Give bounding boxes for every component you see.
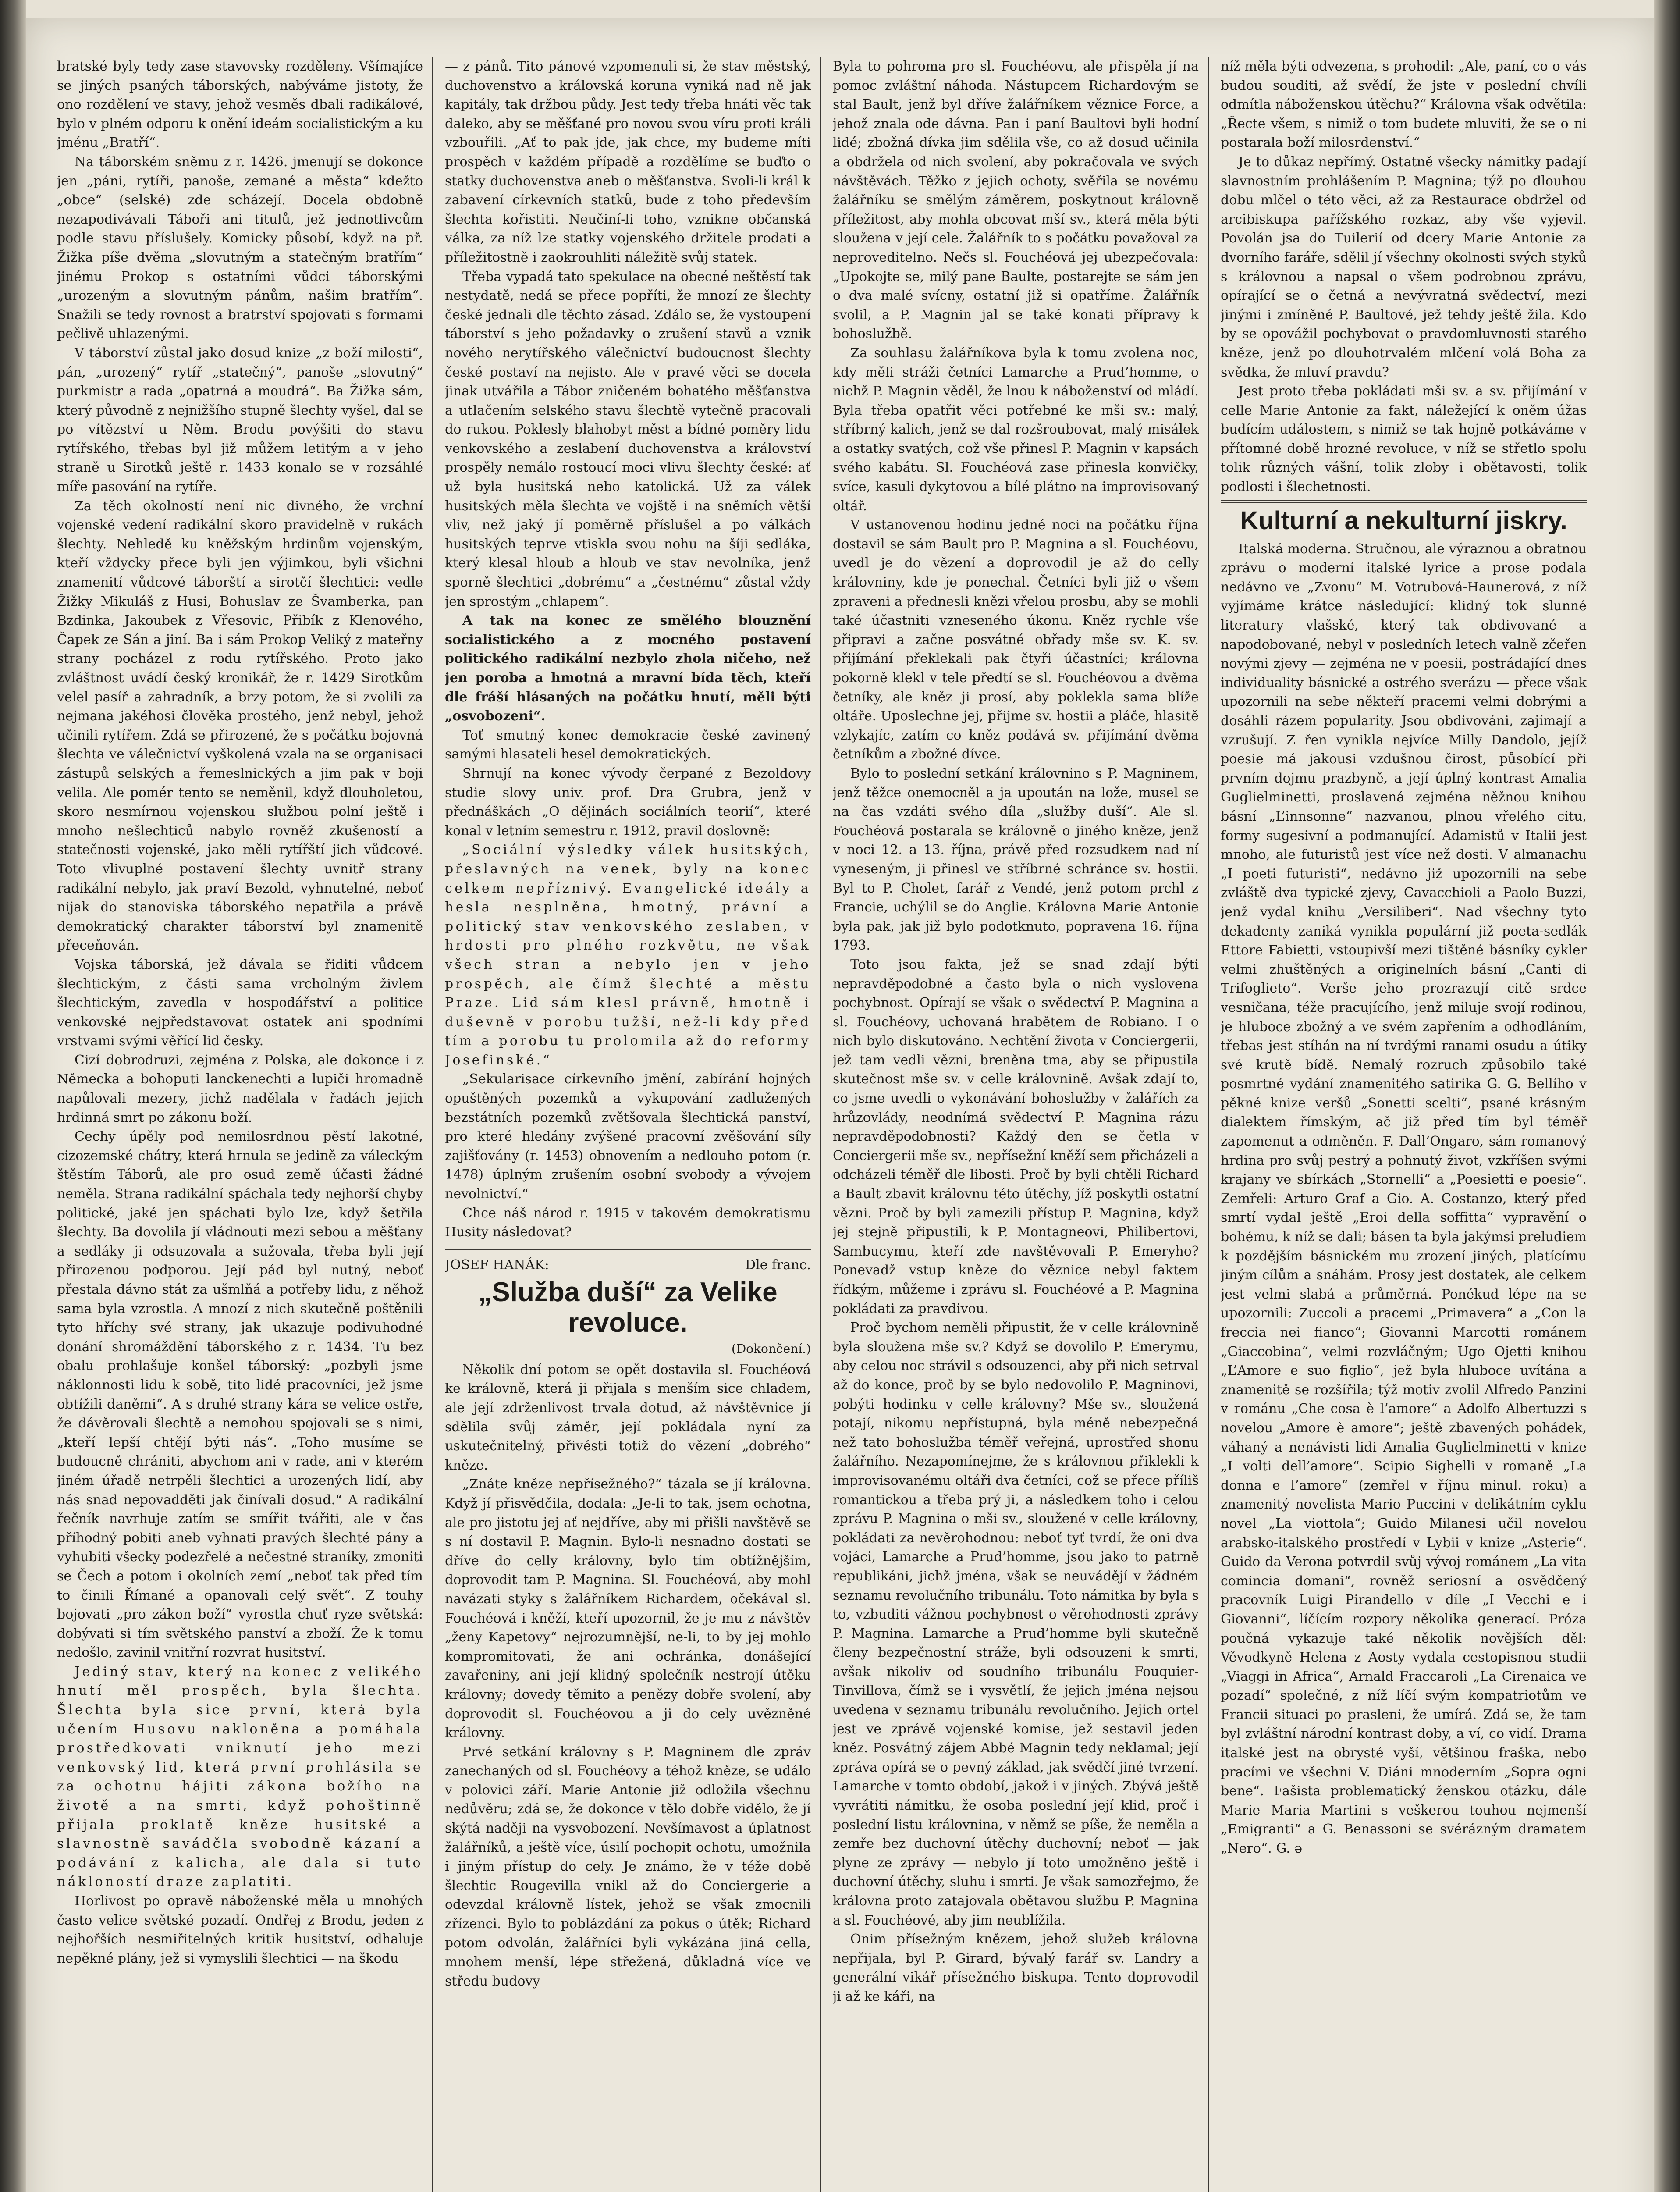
author-name: JOSEF HANÁK: xyxy=(445,1257,549,1273)
section-divider xyxy=(1221,500,1587,503)
section-title: Kulturní a nekulturní jiskry. xyxy=(1240,506,1567,535)
column-3 xyxy=(833,57,1199,2192)
paragraph: Toto jsou fakta, jež se snad zdají býti nepravděpodobné a často byla o nich vyslovena pochybnost. Opírají se však o svědectví P. Magnina a sl. Fouchéovy, uchovaná hrabětem de Robiano. I o nich bylo diskutováno. Nechtění života v Conciergerii, jež tam vedli vězni, breněna tma, aby se připustila skutečnost mše sv. v celle královnině. Avšak zdají to, co jsme uvedli o vykonávání bohoslužby v žalářích za hrůzovlády, neodnímá svědectví P. Magnina rázu nepravděpodobnosti? Každý den se četla v Conciergerii mše sv., nepřísežní kněží sem přicházeli a odcházeli téměř dle libosti. Proč by byli chtěli Richard a Bault zbavit královnu této útěchy, jíž poskytli ostatní vězni. Proč by byli zamezili přístup P. Magnina, když jej stejně připustili, k P. Montagneovi, Philibertovi, Sambucymu, kteří zde navštěvovali P. Emeryho? Ponevadž vstup kněze do věznice nebyl faktem řídkým, můžeme i zprávu sl. Fouchéové a P. Magnina pokládati za pravdivou. xyxy=(833,957,1199,1317)
paragraph: Cizí dobrodruzi, zejména z Polska, ale dokonce i z Německa a bohoputi lanckenechti a lupiči hromadně napůlovali mezery, jichž nadělala v řadách jejich hrdinná smrt po zákonu boží. xyxy=(57,1052,423,1125)
source-note: Dle franc. xyxy=(745,1257,811,1273)
paragraph: Prvé setkání královny s P. Magninem dle zpráv zanechaných od sl. Fouchéovy a téhož kněze, se událo v polovici září. Marie Antonie již odložila všechnu nedůvěru; zdá se, že dokonce v tělo dobře vidělo, že jí skýtá naději na vysvobození. Nevšímavost a úplatnost žalářníků, a ještě více, úsilí pochopit ochotu, umožnila i jiným přístup do cely. Je známo, že v téže době šlechtic Rougevilla vnikl až do Conciergerie a odevzdal královně lístek, jehož se však zmocnili zřízenci. Bylo to poblázdání za pokus o útěk; Richard potom odvolán, žalářníci byli vykázána jiná cella, mnohem menší, lépe střežená, důkladná více ve středu budovy xyxy=(445,1744,811,1989)
column-rule xyxy=(1208,57,1209,2192)
scan-edge-left xyxy=(0,0,26,2192)
paragraph: Toť smutný konec demokracie české zavinený samými hlasateli hesel demokratických. xyxy=(445,727,811,762)
paragraph: níž měla býti odvezena, s prohodil: „Ale, paní, co o vás budou souditi, až svědí, že jste v poslední chvíli odmítla náboženskou útěchu?“ Královna však odvětila: „Řecte všem, s nimiž o tom budete mluviti, že se o ni postarala boží milosrdenství.“ xyxy=(1221,59,1587,151)
paragraph: Za těch okolností není nic divného, že vrchní vojenské vedení radikální skoro pravidelně v rukách šlechty. Nehledě ku kněžským hrdinům vojenským, kteří vždycky přece byli jen výjimkou, byli všichni znamenití vůdcové táborští a sirotčí šlechtici: vedle Žižky Mikuláš z Husi, Bohuslav ze Švamberka, pan Bzdinka, Jakoubek z Vřesovic, Přibík z Klenového, Čapek ze Sán a jiní. Ba i sám Prokop Veliký z mateřny strany pocházel z rodu rytířského. Proto jako zvláštnost uvádí český kronikář, že r. 1429 Sirotkům velel pasíř a zahradník, a brzy potom, že si zvolili za nejmana jakéhosi člověka prostého, jenž nebyl, jehož učinili rytířem. Zdá se přirozené, že s počátku bojovná šlechta ve válečnictví vyškolená vzala na se organisaci zástupů selských a řemeslnických a jim pak v boji velila. Ale pomér tento se neměnil, když dlouholetou, skoro nesmírnou vojenskou službou polní ještě i mnoho nešlechticů nabylo rovněž zkušeností a statečnosti vojenské, jako měli rytířští jich vůdcové. Toto vlivuplné postavení šlechty uvnitř strany radikální nebylo, jak praví Bezold, vyhnutelné, neboť nijak do stanoviska táborského nepatřila a právě demokratický charakter táborství byl znamenitě přeceňován. xyxy=(57,498,423,954)
paragraph: Horlivost po opravě náboženské měla u mnohých často velice světské pozadí. Ondřej z Brodu, jeden z nejhořších nesmiřitelných kritik husitství, odhaluje nepěkné plány, jež si vymyslili šlechtici — na škodu xyxy=(57,1893,423,1966)
paragraph: Několik dní potom se opět dostavila sl. Fouchéová ke královně, která ji přijala s menším sice chladem, ale její zdrženlivost trvala dotud, až návštěvnice jí sdělila svůj záměr, její pokládala nyní za uskutečnitelný, přivésti totiž do vězení „dobrého“ kněze. xyxy=(445,1362,811,1473)
paragraph: Jest proto třeba pokládati mši sv. a sv. přijímání v celle Marie Antonie za fakt, náležející k oněm úžas budícím událostem, s nimiž se tak hojně potkáváme v přítomné době hrozné revoluce, v níž se střetlo spolu tolik různých vášní, tolik zloby i obětavosti, tolik podlosti i šlechetnosti. xyxy=(1221,384,1587,495)
column-rule xyxy=(432,57,433,2192)
scan-edge-right xyxy=(1654,0,1680,2192)
article-byline xyxy=(445,1256,811,1274)
article-title: „Služba duší“ za Velike revoluce. xyxy=(478,1277,778,1338)
paragraph: Třeba vypadá tato spekulace na obecné neštěstí tak nestydatě, nedá se přece popříti, že mnozí ze šlechty české jednali dle těchto zásad. Zdálo se, že vystoupení táborství s jeho požadavky o zrušení stavů a vznik nového nerytířského válečnictví budoucnost šlechty české postaví na nejisto. Ale v pravé věci se docela jinak utvářila a Tábor zničeném bohatého měšťanstva a utlačením selského stavu šlechtě vytečně pracovali do rukou. Poklesly blahobyt měst a bídné poměry lidu venkovského a zeslabení duchovenstva a království prospěly nemálo rostoucí moci vlivu šlechty české: ať už byla husitská nebo katolická. Už za válek husitských měla šlechta ve vojště i na sněmích větší vliv, než jaký jí poměrně příslušel a po válkách husitských teprve vtiskla svou nohu na šíji sedláka, který klesal hloub a hloub ve stav nevolníka, jenž sporně šlechtici „dobrému“ a „čestnému“ zůstal vždy jen sprostým „chlapem“. xyxy=(445,269,811,609)
paragraph: V ustanovenou hodinu jedné noci na počátku října dostavil se sám Bault pro P. Magnina a sl. Fouchéovu, uvedl je do vězení a doprovodil je až do celly královniny, kde je ponechal. Četníci byli již o všem zpraveni a přednesli knězi vřelou prosbu, aby se mohli také účastniti vzneseného úkonu. Kněz rychle vše připravi a začne posvátné obřady mše sv. K. sv. přijímání překlekali pak čtyři účastníci; královna pokorně klekl v tele předtí se sl. Fouchéovou a dvěma četníky, ale kněz ji prosí, aby poklekla sama blíže oltáře. Uposlechne jej, přijme sv. hostii a pláče, hlasitě vzlykajíc, zatím co kněz podává sv. přijímání dvěma četníkům a zbožné dívce. xyxy=(833,517,1199,762)
bold-paragraph xyxy=(445,611,811,726)
paragraph: V táborství zůstal jako dosud knize „z boží milosti“, pán, „urozený“ rytíř „statečný“, panoše „slovutný“ purkmistr a rada „opatrná a moudrá“. Ba Žižka sám, který původně z nejnižšího stupně šlechty vyšel, dal se po vítězství u Něm. Brodu povýšiti do stavu rytířského, třebas byl již můžem letitým a v jeho straně u Sirotků ještě r. 1433 konalo se v rozsáhlé míře pasování na rytíře. xyxy=(57,345,423,495)
paragraph: Bylo to poslední setkání královnino s P. Magninem, jenž těžce onemocněl a ja upoután na lože, musel se na čas vzdáti svého díla „služby duší“. Ale sl. Fouchéová postarala se královně o jiného kněze, jenž v noci 12. a 13. října, právě před rozsudkem nad ní vyneseným, ji přinesl ve stříbrné schránce sv. hostii. Byl to P. Cholet, farář z Vendé, jenž potom prchl z Francie, uchýlil se do Anglie. Královna Marie Antonie byla pak, jak již bylo podotknuto, popravena 16. října 1793. xyxy=(833,765,1199,954)
paragraph: Shrnují na konec vývody čerpané z Bezoldovy studie slovy univ. prof. Dra Grubra, jenž v přednáškách „O dějinách sociálních teorií“, které konal v letním semestru r. 1912, pravil doslovně: xyxy=(445,765,811,839)
paragraph: Jediný stav, který na konec z velikého hnutí měl prospěch, byla šlechta. Šlechta byla sice první, která byla učením Husovu nakloněna a pomáhala prostředkovati vniknutí jeho mezi venkovský lid, která první prohlásila se za ochotnu hájiti zákona božího na životě a na smrti, když pohoštinně přijala proklatě kněze husitské a slavnostně savádčla svobodně kázaní a podávání z kalicha, ale dala si tuto nákloností draze zaplatiti. xyxy=(57,1664,423,1890)
paragraph: Za souhlasu žalářníkova byla k tomu zvolena noc, kdy měli stráži četníci Lamarche a Prud’homme, o nichž P. Magnin věděl, že lnou k náboženství od mládí. Byla třeba opatřit věci potřebné ke mši sv.: malý, stříbrný kalich, jenž se dal rozšroubovat, malý misálek a ostatky svatých, což vše přinesl P. Magnin v kapsách svého kabátu. Sl. Fouchéová zase přinesla konvičky, svíce, kasuli dykytovou a bílé plátno na improvisovaný oltář. xyxy=(833,345,1199,514)
paragraph: „Znáte kněze nepřísežného?“ tázala se jí královna. Když jí přisvědčila, dodala: „Je-li to tak, jsem ochotna, ale pro jistotu jej ať nejdříve, aby mi přišli navštěvě se s ní dostavil P. Magnin. Bylo-li nesnadno dostati se dříve do celly královny, bylo tím obtížnějším, doprovodit tam P. Magnina. Sl. Fouchéová, aby mohl navázati styky s žalářníkem Richardem, očekával sl. Fouchéová i kněží, kteří upozornil, že je mu z návštěv „ženy Kapetovy“ nejrozumnější, ne-li, to by jej mohlo kompromitovati, že ani ochránka, donášející zavařeniny, ani její klidný společník nestrojí útěku královny; dovedy těmito a penězy dobře svolení, aby doprovodit sl. Fouchéovou a ji do cely uvězněné královny. xyxy=(445,1477,811,1741)
paragraph: Na táborském sněmu z r. 1426. jmenují se dokonce jen „páni, rytíři, panoše, zemané a města“ kdežto „obce“ (selské) zde scházejí. Docela obdobně nezapodivávali Táboři ani titulů, jež jednotlivcům podle stavu příslušely. Komicky působí, když na př. Žižka píše dvěma „slovutným a statečným bratřím“ jinému Prokop s ostatními vůdci táborskými „urozeným a slovutným pánům, našim bratřím“. Snažili se tedy rovnost a bratrství spojovati s formami pečlivě uhlazenými. xyxy=(57,154,423,342)
paragraph: Je to důkaz nepřímý. Ostatně všecky námitky padají slavnostním prohlášením P. Magnina; týž po dlouhou dobu mlčel o této věci, až za Restaurace obdržel od arcibiskupa pařížského rozkaz, aby vše vyjevil. Povolán jsa do Tuilerií od dcery Marie Antonie za dvorního faráře, sdělil jí všechny okolnosti svých styků s královnou a napsal o všem podrobnou zprávu, opírající se o četná a nevývratná svědectví, mezi jinými i zmíněné P. Baultové, jež tehdy ještě žila. Kdo by se opovážil pochybovat o pravdomluvnosti starého kněze, jenž po dlouhotrvalém mlčení volá Boha za svědka, že mluví pravdu? xyxy=(1221,154,1587,380)
quote-paragraph: „Sekularisace církevního jmění, zabírání hojných opuštěných pozemků a vykupování zadlužených bezstátních pozemků zvětšovala šlechtická panství, pro které hledány zvýšené pracovní zvěšování síly zajišťovány (r. 1453) obnovením a nedlouho potom (r. 1478) úplným zrušením osobní svobody a vývojem nevolnictví.“ xyxy=(445,1071,811,1202)
column-rule xyxy=(820,57,821,2192)
paragraph: Chce náš národ r. 1915 v takovém demokratismu Husity následovat? xyxy=(445,1205,811,1240)
continuation-note: (Dokončení.) xyxy=(731,1341,811,1356)
quote-paragraph: „Sociální výsledky válek husitských, přeslavných na venek, byly na konec celkem nepříznivý. Evangelické ideály a hesla nesplněna, hmotný, právní a politický stav venkovského zeslaben, v hrdosti pro plného rozkvětu, ne však všech stran a nebylo jen v jeho prospěch, ale čímž šlechté a městu Praze. Lid sám klesl právně, hmotně i duševně v porobu tužší, než-li kdy před tím a porobu tu prolomila až do reformy Josefinské.“ xyxy=(445,842,811,1068)
paragraph: bratské byly tedy zase stavovsky rozděleny. Všímajíce se jiných psaných táborských, nabýváme jistoty, že ono rozdělení ve stavy, jehož vesměs dbali radikálové, bylo v plném odporu k onění ideám socialistickým a ku jménu „Bratří“. xyxy=(57,59,423,151)
paragraph: Cechy úpěly pod nemilosrdnou pěstí lakotné, cizozemské chátry, která hrnula se jedině za váleckým štěstím Táborů, ale pro osud země účasti žádné neměla. Strana radikální spáchala tedy nejhorší chyby politické, jaké jen spáchati bylo lze, když šetřila šlechty. Ba dovolila jí vládnouti mezi sebou a měšťany a sedláky ji odsuzovala a sužovala, třeba byli její přirozenou podporou. Její pád byl nutný, neboť přestala dávno stát za ušmlňá a potřeby lidu, z něhož sama byla vzrostla. A mnozí z nich skutečně poštěnili tyto hříchy své strany, jak ukazuje podivuhodné donání shromáždění táborského z r. 1434. Tu bez obalu prohlašuje konšel táborský: „pozbyli jsme náklonnosti lidu k sobě, tito lidé pracovníci, jež jsme obtížili daněmi“. A s druhé strany kára se velice ostře, že dávěrovali šlechtě a nemohou spojovali se s nimi, „kteří lepší chtějí býti nás“. „Toho musíme se budoucně chrániti, abychom ani v rade, ani v kterém jiném úřadě netrpěli šlechtici a urozených lidí, aby nás snad nepovadděti jak činívali dosud.“ A radikální řečník navrhuje zatím se smířit tvářiti, ale v čas příhodný pobiti aneb vyhnati pravých šlechté pány a vyhubiti všecky podezřelé a nečestné straníky, zmoniti se Čech a potom i okolních zemí „neboť tak před tím to činili Římané a opanovali celý svět“. Z touhy bojovati „pro zákon boží“ vyrostla chuť ryze světská: dobývati si tím světského panství a zboží. Že k tomu nedošlo, zavinil vnitřní rozvrat husitství. xyxy=(57,1129,423,1661)
paragraph: Vojska táborská, jež dávala se řiditi vůdcem šlechtickým, z části sama vrcholným živlem šlechtickým, zavedla v hospodářství a politice venkovské nejpředstavovat ostatek ani spodními vrstvami svými věřící lid česky. xyxy=(57,957,423,1049)
bold-text: A tak na konec ze smělého blouznění socialistického a z mocného postavení politického radikální nezbylo zhola ničeho, než jen poroba a hmotná a mravní bída těch, kteří dle fráší hlásaných na počátku hnutí, měli býti „osvobozeni“. xyxy=(445,613,811,724)
column-4 xyxy=(1221,57,1587,2192)
column-2 xyxy=(445,57,811,2192)
column-1 xyxy=(57,57,423,2192)
paragraph: Italská moderna. Stručnou, ale výraznou a obratnou zprávu o moderní italské lyrice a prose podala nedávno ve „Zvonu“ M. Votrubová-Haunerová, z níž vyjímáme krátce následující: klidný tok slunné literatury vlašské, který tak obdivované a napodobované, nebyl v posledních letech valně zčeřen novými zjevy — zejména ne v poesii, postrádající dnes individuality básnické a ostrého sverázu — přece však upozornili na sebe někteří pracemi velmi dobrými a dosáhli rázem popularity. Jsou obdivováni, zajímají a vzrušují. Z řen vynikla nejvíce Milly Dandolo, jejíž poesie má jakousi vzdušnou čirost, působící při prvním dojmu prazbyně, a její úplný kontrast Amalia Guglielminetti, proslavená zejména něžnou knihou básní „L’innsonne“ nazvanou, plnou vřelého citu, formy sugesivní a podmanující. Adamistů v Italii jest mnoho, ale futuristů jest více než dosti. V almanachu „I poeti futuristi“, nedávno již upozornili na sebe zvláště dva typické zjevy, Cavacchioli a Paolo Buzzi, jenž vydal knihu „Versiliberi“. Nad všechny tyto dekadenty zaniká vynikla populární již poeta-sedlák Ettore Fabietti, vstoupivší mezi tištěné básníky cykler velmi zhuštěných a originelních básní „Canti di Trifoglieto“. Verše jeho prozrazují citě srdce vesničana, téže pracujícího, jenž miluje svojí rodinou, je hluboce zbožný a ve svém zapřením a odhodláním, třebas jest stíhán na ní tvrdými ranami osudu a útiky své krutě bídě. Nemalý rozruch způsobilo také posmrtné vydání znamenitého satirika G. G. Bellího v pěkné knize veršů „Sonetti scelti“, psané krásným dialektem římským, ač již před tím byl téměř zapomenut a odměněn. F. Dall’Ongaro, sám romanový hrdina pro svůj pestrý a pohnutý život, vzkříšen svými krajany ve sbírkách „Stornelli“ a „Poesietti e poesie“. Zemřeli: Arturo Graf a Gio. A. Costanzo, který před smrtí vydal ještě „Eroi della soffitta“ vypravění o bohému, k níž se dali; básen ta byla jakýmsi preludiem k pozdějším básnickém mu zrození jiných, platícímu jiným cílům a snáhám. Prosy jest dostatek, ale celkem jest velmi slabá a průměrná. Ponékud lépe na se upozornili: Zuccoli a pracemi „Primavera“ a „Con la freccia nei fianco“; Giovanni Marcotti románem „Giaccobina“, velmi rozvláčným; Ugo Ojetti knihou „L’Amore e suo figlio“, jež byla hluboce uvítána a znamenitě se rozšířila; týž motiv zvolil Alfredo Panzini v románu „Che cosa è l’amore“ a Adolfo Albertuzzi s novelou „Amore è amore“; ještě zbavených pohádek, váhaný a nenávisti lidi Amalia Guglielminetti v knize „I volti dell’amore“. Scipio Sighelli v romaně „La donna e l’amore“ (zemřel v říjnu minul. roku) a znamenitý novelista Mario Puccini v delikátním cyklu novel „La viottola“; Guido Milanesi učil novelou arabsko-italského prostředí v Lybii v knize „Asterie“. Guido da Verona potvrdil svůj vývoj románem „La vita comincia domani“, rovněž seriosní a osvědčený pracovník Luigi Pirandello v díle „I Vecchi e i Giovanni“, líčícím rozpory několika generací. Próza poučná vykazuje také několik novějších děl: Věvodkyně Helena z Aosty vydala cestopisnou studii „Viaggi in Africa“, Arnald Fraccaroli „La Cirenaica ve pozadí“ společné, z níž líčí svým kompatriotům ve Francii situaci po prasleni, že umírá. Zdá se, že tam byl zvláštní národní kontrast doby, a ví, co vidí. Drama italské jest na obrysté vyší, většinou fraška, nebo pracími ve všechni V. Diáni mnoderním „Sopra ogni bene“. Fašista problematický ženskou otázku, dále Marie Maria Martini s veškerou touhou nejmenší „Emigranti“ a G. Benassoni se svérázným dramatem „Nero“. G. ǝ xyxy=(1221,541,1587,1857)
paragraph: Byla to pohroma pro sl. Fouchéovu, ale přispěla jí na pomoc zvláštní náhoda. Nástupcem Richardovým se stal Bault, jenž byl dříve žalářníkem věznice Force, a jehož znala ode dávna. Pan i paní Baultovi byli hodní lidé; zbožná dívka jim sdělila vše, co až dosud učinila a obdržela od nich svolení, aby pokračovala ve svých návštěvách. Těžko z jejich ochoty, svěřila se novému žalářníku se smělým záměrem, poskytnout královně příležitost, aby mohla obcovat mší sv., která měla býti sloužena v její cele. Žalářník to s počátku považoval za neproveditelno. Nečs sl. Fouchéová jej ubezpečovala: „Upokojte se, milý pane Baulte, postarejte se sám jen o dva malé svícny, ostatní již si opatříme. Žalářník svolil, a P. Magnin jal se také konati přípravy k bohoslužbě. xyxy=(833,59,1199,342)
article-divider xyxy=(445,1249,811,1250)
newspaper-page xyxy=(26,18,1654,2192)
paragraph: Onim přísežným knězem, jehož služeb královna nepřijala, byl P. Girard, bývalý farář sv. Landry a generální vikář přísežného biskupa. Tento doprovodil ji až ke káři, na xyxy=(833,1932,1199,2004)
paragraph: — z pánů. Tito pánové vzpomenuli si, že stav městský, duchovenstvo a královská koruna vyniká nad ně jak kapitály, tak držbou půdy. Jest tedy třeba hnáti věc tak daleko, aby se měšťané pro novou svou víru proti králi vzbouřili. „Ať to pak jde, jak chce, my budeme míti prospěch v každém případě a rozdělíme se buďto o statky duchovenstva aneb o měšťanstva. Svoli-li král k zabavení církevních statků, bude z toho především šlechta kořistiti. Neučiní-li toho, vznikne občanská válka, za níž lze statky vojenského držitele prodati a příležitostně i zaokrouhliti náležitě svůj statek. xyxy=(445,59,811,265)
paragraph: Proč bychom neměli připustit, že v celle královnině byla sloužena mše sv.? Když se dovolilo P. Emerymu, aby celou noc strávil s odsouzenci, aby při nich setrval až do konce, proč by se bylo nedovolilo P. Magninovi, pobýti hodinku v celle královny? Mše sv., sloužená potají, nikomu nepřístupná, byla méně nebezpečná než tato bohoslužba téměř veřejná, uprostřed shonu žalářního. Nezapomínejme, že s královnou přiklekli k improvisovanému oltáři dva četníci, což se přece příliš romantickou a třeba prý ji, a následkem toho i celou zprávu P. Magnina o mši sv., sloužené v celle královny, pokládati za nevěrohodnou: neboť tyť tvrdí, že oni dva vojáci, Lamarche a Prud’homme, jsou jako to patrně republikáni, jichž jména, však se neuvádějí v žádném seznamu revolučního tribunálu. Toto námitka by byla s to, vzbuditi vážnou pochybnost o věrohodnosti zprávy P. Magnina. Lamarche a Prud’homme byli skutečně členy bezpečnostní stráže, byli odsouzeni k smrti, avšak nikoliv od soudního tribunálu Fouquier-Tinvillova, čímž se i vysvětlí, že jejich jména nejsou uvedena v seznamu tribunálu revolučního. Jejich ortel jest ve zprávě vojenské komise, jež sestavil jeden kněz. Posvátný zájem Abbé Magnin tedy neklamal; její zpráva opírá se o pevný základ, jak svědčí jiné tvrzení. Lamarche v tomto období, jakož i v jiných. Zbývá ještě vyvrátiti námitku, že osoba poslední její klid, proč i poslední listu královnina, v němž se píše, že neměla a zemře bez duchovní útěchy duchovní; neboť — jak plyne ze zprávy — nebylo jí toto umožněno ještě i duchovní útěchy, sluhu i smrti. Je však samozřejmo, že královna proto zatajovala obětavou službu P. Magnina a sl. Fouchéové, aby jim neublížila. xyxy=(833,1320,1199,1928)
